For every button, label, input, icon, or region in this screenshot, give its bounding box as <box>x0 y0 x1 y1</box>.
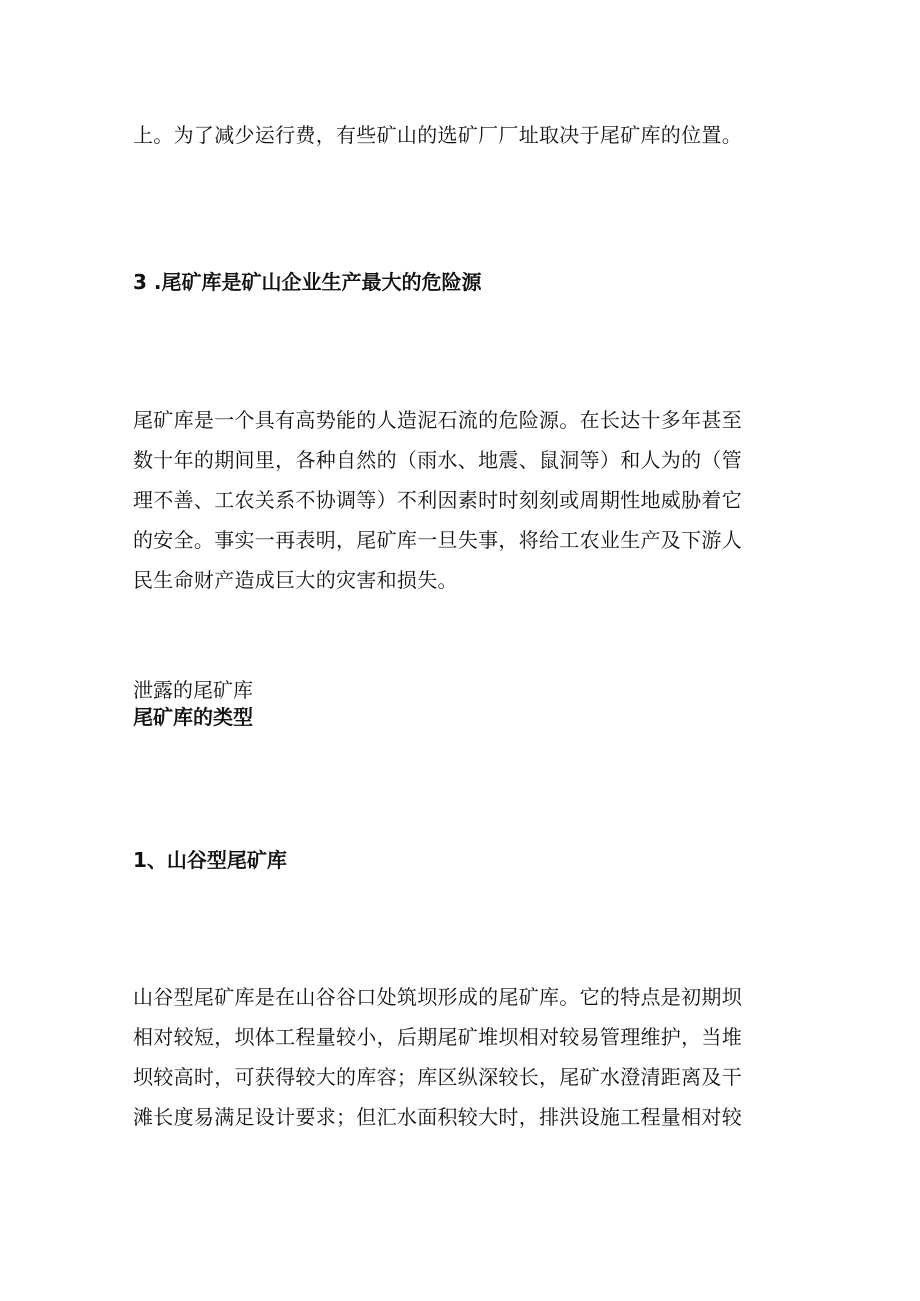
paragraph-line: 理不善、工农关系不协调等）不利因素时时刻刻或周期性地威胁着它 <box>133 488 742 512</box>
section-3-paragraph <box>133 400 793 600</box>
section-3-heading: 3 .尾矿库是矿山企业生产最大的危险源 <box>133 270 482 294</box>
type-1-paragraph <box>133 977 793 1137</box>
paragraph-line: 坝较高时，可获得较大的库容；库区纵深较长，尾矿水澄清距离及干 <box>133 1065 742 1089</box>
paragraph-line: 山谷型尾矿库是在山谷谷口处筑坝形成的尾矿库。它的特点是初期坝 <box>133 985 742 1009</box>
paragraph-line: 尾矿库是一个具有高势能的人造泥石流的危险源。在长达十多年甚至 <box>133 408 742 432</box>
paragraph-line: 民生命财产造成巨大的灾害和损失。 <box>133 568 458 592</box>
types-heading: 尾矿库的类型 <box>133 705 253 729</box>
paragraph-line: 的安全。事实一再表明，尾矿库一旦失事，将给工农业生产及下游人 <box>133 528 742 552</box>
paragraph-line: 上。为了减少运行费，有些矿山的选矿厂厂址取决于尾矿库的位置。 <box>133 123 742 147</box>
paragraph-line: 相对较短，坝体工程量较小，后期尾矿堆坝相对较易管理维护，当堆 <box>133 1025 742 1049</box>
paragraph-line: 滩长度易满足设计要求；但汇水面积较大时，排洪设施工程量相对较 <box>133 1105 742 1129</box>
paragraph-line: 数十年的期间里，各种自然的（雨水、地震、鼠洞等）和人为的（管 <box>133 448 742 472</box>
image-caption: 泄露的尾矿库 <box>133 678 253 702</box>
intro-paragraph <box>133 115 793 155</box>
type-1-heading: 1、山谷型尾矿库 <box>133 848 287 872</box>
